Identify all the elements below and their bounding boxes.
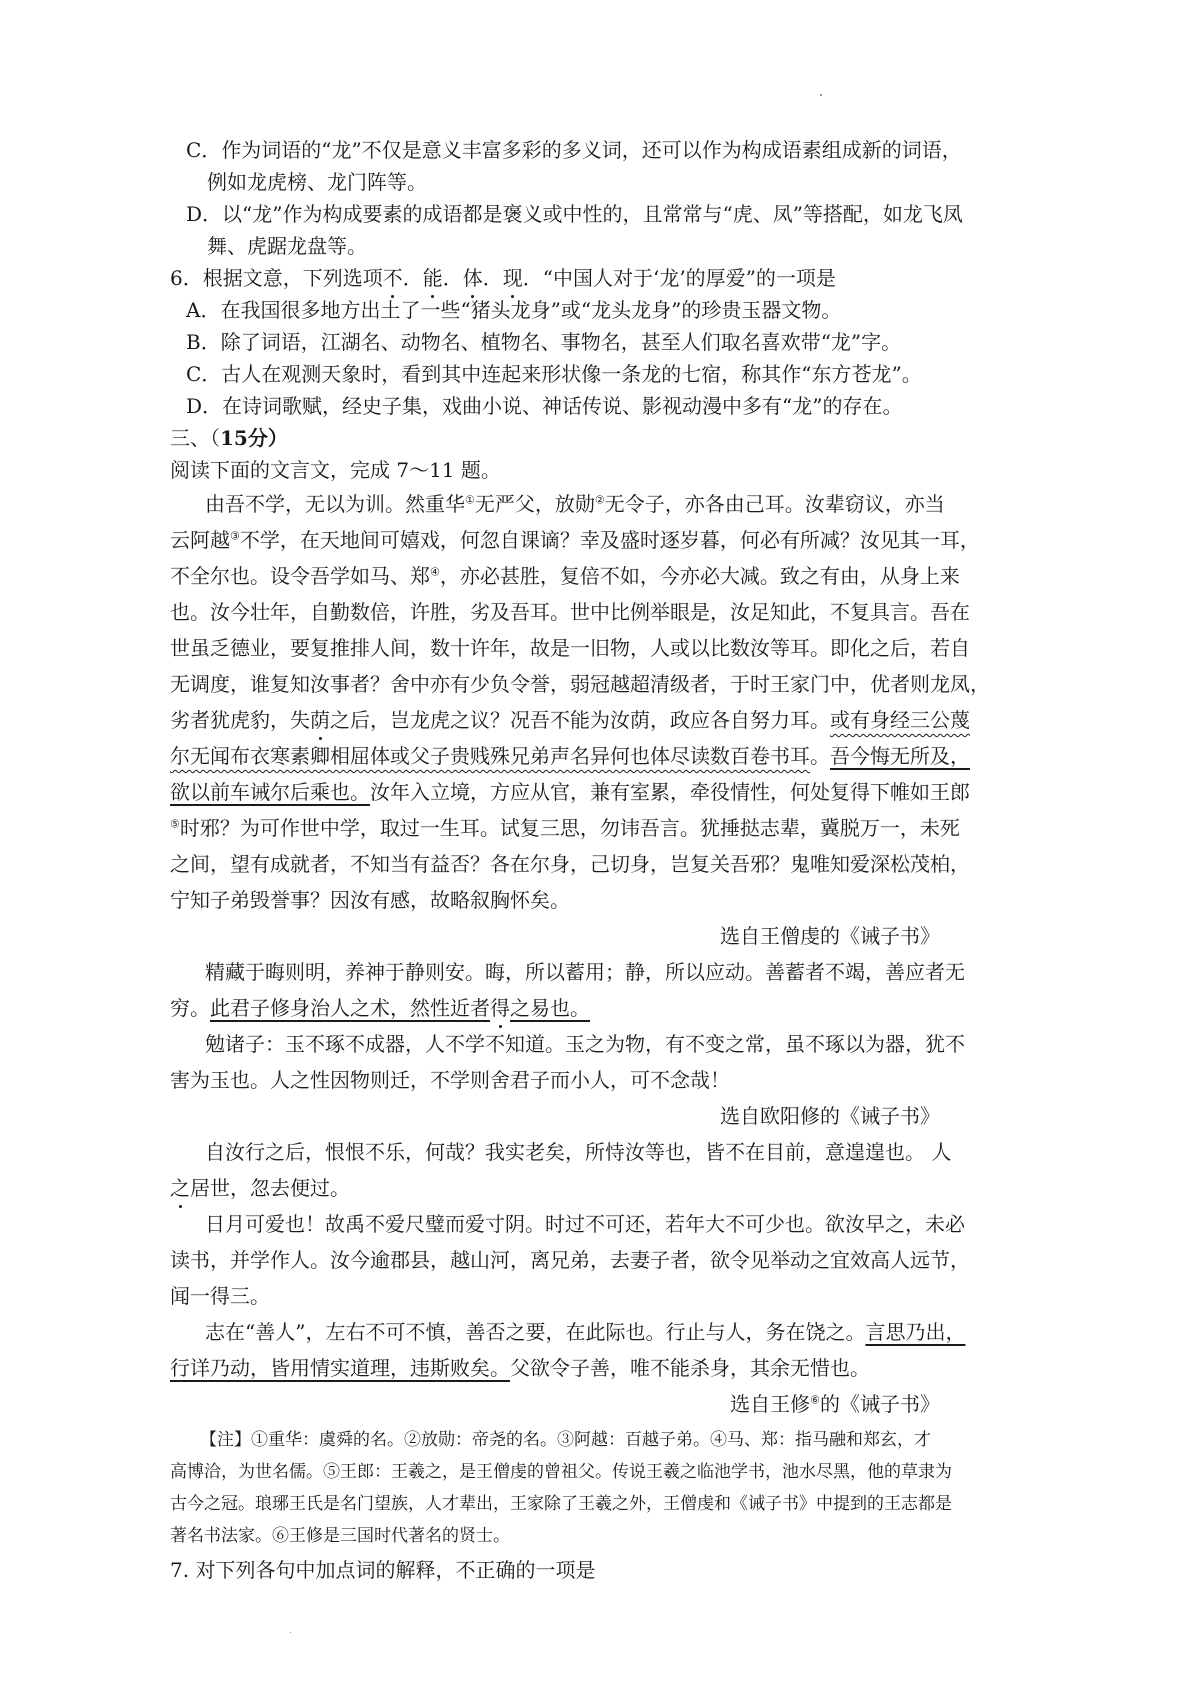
footnote-mark: ① <box>465 493 475 507</box>
emphasis-dot-char: 体 <box>462 266 483 290</box>
text1-line <box>170 526 980 554</box>
footnote-mark: ③ <box>230 529 240 543</box>
q6-stem-text: ．“中国人对于‘龙’的厚爱”的一项是 <box>522 266 836 290</box>
footnote-mark: ⑥ <box>810 1393 820 1407</box>
text-run: ，亦必甚胜，复倍不如，今亦必大减。致之有由，从身上来 <box>439 564 960 588</box>
text1-line: 无调度，谁复知汝事者？舍中亦有少负令誉，弱冠越超清级者，于时王家门中，优者则龙凤， <box>170 672 990 696</box>
text1-line <box>170 778 970 806</box>
section-instruction: 阅读下面的文言文，完成 7～11 题。 <box>170 458 501 482</box>
text1-line: 之间，望有成就者，不知当有益否？各在尔身，己切身，岂复关吾邪？鬼唯知爱深松茂柏， <box>170 852 970 876</box>
footnote-mark: ② <box>594 493 605 507</box>
q5-option-c-line2: 例如龙虎榜、龙门阵等。 <box>207 170 427 194</box>
q6-option-d: D．在诗词歌赋，经史子集，戏曲小说、神话传说、影视动漫中多有“龙”的存在。 <box>186 394 903 418</box>
text1-line <box>170 742 970 770</box>
q6-stem-text: 6．根据文意，下列选项 <box>170 266 383 290</box>
text-run: 的《诫子书》 <box>820 1392 940 1416</box>
notes-line: 古今之冠。琅琊王氏是名门望族，人才辈出，王家除了王羲之外，王僧虔和《诫子书》中提到的王志都是 <box>170 1494 952 1514</box>
notes-line: 著名书法家。⑥王修是三国时代著名的贤士。 <box>170 1526 510 1546</box>
emphasis-dot-char: 现 <box>502 266 523 290</box>
text-run: 不学，在天地间可嬉戏，何忽自课谪？幸及盛时逐岁暮，何必有所减？汝见其一耳， <box>239 528 980 552</box>
text-run: 由吾不学，无以为训。然重华 <box>205 492 465 516</box>
text-run: 选自王修 <box>730 1392 811 1416</box>
underlined-text: 欲以前车诫尔后乘也。 <box>170 780 370 804</box>
underlined-text: 行详乃动，皆用情实道理，违斯败矣。 <box>170 1356 510 1380</box>
text3-line: 自汝行之后，恨恨不乐，何哉？我实老矣，所恃汝等也，皆不在目前，意遑遑也。 人 <box>205 1140 952 1164</box>
emphasis-dot-char: 荫 <box>310 708 330 732</box>
text-run: 穷。 <box>170 996 210 1020</box>
text2-line <box>170 994 590 1022</box>
text-run: 云阿越 <box>170 528 230 552</box>
text3-source <box>730 1390 940 1418</box>
footnote-mark: ④ <box>430 565 440 579</box>
text1-line <box>170 706 970 734</box>
text-run: 无严父，放勋 <box>474 492 595 516</box>
emphasis-dot-char: 不 <box>382 266 403 290</box>
notes-line: 高博洽，为世名儒。⑤王郎：王羲之，是王僧虔的曾祖父。传说王羲之临池学书，池水尽黑，他的草隶为 <box>170 1462 952 1482</box>
text3-line <box>170 1354 870 1382</box>
q6-option-c: C．古人在观测天象时，看到其中连起来形状像一条龙的七宿，称其作“东方苍龙”。 <box>186 362 922 386</box>
q5-option-c-line1: C．作为词语的“龙”不仅是意义丰富多彩的多义词，还可以作为构成语素组成新的词语， <box>186 138 962 162</box>
text1-line <box>170 562 960 590</box>
q5-option-d-line2: 舞、虎踞龙盘等。 <box>207 234 367 258</box>
text1-line <box>205 490 945 518</box>
text2-line: 精藏于晦则明，养神于静则安。晦，所以蓄用；静，所以应动。善蓄者不竭，善应者无 <box>205 960 965 984</box>
emphasis-dot-char: 得 <box>490 996 510 1020</box>
q7-stem: 7. 对下列各句中加点词的解释，不正确的一项是 <box>170 1558 596 1582</box>
text-run: 无令子，亦各由己耳。汝辈窃议，亦当 <box>604 492 945 516</box>
text-run: 时邪？为可作世中学，取过一生耳。试复三思，勿讳吾言。犹捶挞志辈，冀脱万一，未死 <box>179 816 960 840</box>
underlined-text: 言思乃出， <box>865 1320 966 1344</box>
q5-option-d-line1: D．以“龙”作为构成要素的成语都是褒义或中性的，且常常与“虎、凤”等搭配，如龙飞凤 <box>186 202 963 226</box>
text2-line: 勉诸子：玉不琢不成器，人不学不知道。玉之为物，有不变之常，虽不琢以为器，犹不 <box>205 1032 965 1056</box>
emphasis-dot-char: 能 <box>422 266 443 290</box>
underlined-text <box>210 996 590 1020</box>
text1-line: 世虽乏德业，要复推排人间，数十许年，故是一旧物，人或以比数汝等耳。即化之后，若自 <box>170 636 970 660</box>
notes-line: 【注】①重华：虞舜的名。②放勋：帝尧的名。③阿越：百越子弟。④马、郑：指马融和郑玄，才 <box>200 1430 931 1450</box>
text1-line: 宁知子弟毁誉事？因汝有感，故略叙胸怀矣。 <box>170 888 570 912</box>
text3-line <box>170 1174 350 1202</box>
q6-option-b: B．除了词语，江湖名、动物名、植物名、事物名，甚至人们取名喜欢带“龙”字。 <box>186 330 902 354</box>
text3-line: 日月可爱也！故禹不爱尺璧而爱寸阴。时过不可还，若年大不可少也。欲汝早之，未必 <box>205 1212 965 1236</box>
text2-source: 选自欧阳修的《诫子书》 <box>720 1104 940 1128</box>
section-score: 15 <box>220 426 248 450</box>
text3-line: 闻一得三。 <box>170 1284 270 1308</box>
text-run: 不全尔也。设令吾学如马、郑 <box>170 564 430 588</box>
text-run: 居世，忽去便过。 <box>190 1176 350 1200</box>
wavy-underlined-text: 或有身经三公蔑 <box>830 708 970 732</box>
underlined-text: 吾今悔无所及， <box>830 744 970 768</box>
q6-stem: 6．根据文意，下列选项不．能．体．现．“中国人对于‘龙’的厚爱”的一项是 <box>170 266 836 290</box>
scan-speck <box>820 94 822 96</box>
q6-option-a: A．在我国很多地方出土了一些“猪头龙身”或“龙头龙身”的珍贵玉器文物。 <box>186 298 842 322</box>
text-run: 之易也。 <box>510 996 590 1020</box>
text-run: 父欲令子善，唯不能杀身，其余无惜也。 <box>510 1356 870 1380</box>
text2-line: 害为玉也。人之性因物则迁，不学则舍君子而小人，可不念哉！ <box>170 1068 730 1092</box>
text3-line <box>205 1318 965 1346</box>
text-run: 之后，岂龙虎之议？况吾不能为汝荫，政应各自努力耳。 <box>330 708 830 732</box>
scan-speck <box>290 1632 291 1633</box>
section-heading <box>170 424 288 452</box>
text3-line: 读书，并学作人。汝今逾郡县，越山河，离兄弟，去妻子者，欲令见举动之宜效高人远节， <box>170 1248 970 1272</box>
text-run: 志在“善人”，左右不可不慎，善否之要，在此际也。行止与人，务在饶之。 <box>205 1320 866 1344</box>
text1-line: 也。汝今壮年，自勤数倍，许胜，劣及吾耳。世中比例举眼是，汝足知此，不复具言。吾在 <box>170 600 970 624</box>
text-run: 。 <box>810 744 830 768</box>
section-heading-text: 三、（ <box>170 426 220 450</box>
emphasis-dot-char: 之 <box>170 1176 190 1200</box>
text-run: 此君子修身治人之术，然性近者 <box>210 996 490 1020</box>
section-heading-text: 分） <box>247 426 288 450</box>
wavy-underlined-text: 尔无闻布衣寒素卿相屈体或父子贵贱殊兄弟声名异何也体尽读数百卷书耳 <box>170 744 810 768</box>
text-run: 汝年入立境，方应从官，兼有室累，牵役情性，何处复得下帷如王郎 <box>370 780 970 804</box>
footnote-mark: ⑤ <box>170 817 180 831</box>
text1-source: 选自王僧虔的《诫子书》 <box>720 924 940 948</box>
text1-line <box>170 814 960 842</box>
text-run: 劣者犹虎豹，失 <box>170 708 310 732</box>
